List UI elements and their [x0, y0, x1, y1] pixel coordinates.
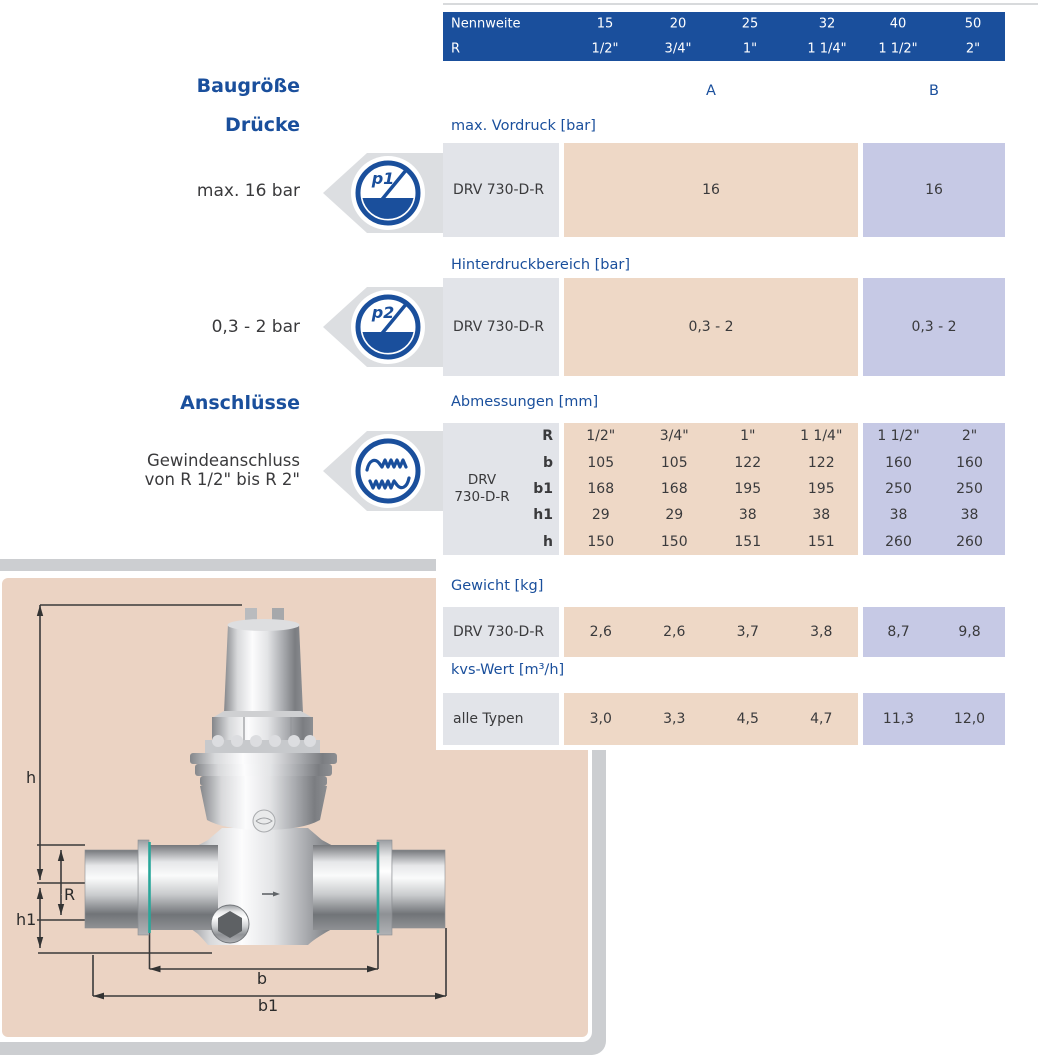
dim-label-h1: h1 — [16, 910, 37, 929]
section-title-gewicht: Gewicht [kg] — [451, 578, 544, 594]
gewicht-values-a — [564, 607, 858, 657]
heading-anschluesse: Anschlüsse — [180, 392, 300, 414]
nennweite-20: 20 — [669, 16, 687, 32]
hinterdruck-value: 0,3 - 2 bar — [211, 317, 300, 337]
r-value-1: 1/2" — [591, 41, 619, 57]
table-row: 260 260 — [885, 533, 983, 550]
r-value-3: 1" — [742, 41, 758, 57]
kvs-values-a — [564, 693, 858, 745]
table-row: 38 38 — [889, 507, 979, 524]
dim-label-b1: b1 — [257, 996, 279, 1015]
abmessungen-grid-a — [564, 423, 858, 555]
nennweite-32: 32 — [818, 16, 836, 32]
table-row: 168 168 195 195 — [587, 481, 835, 498]
nennweite-50: 50 — [964, 16, 982, 32]
table-row: 160 160 — [885, 454, 983, 471]
abmessungen-row-label-cell — [443, 423, 559, 555]
abmessungen-grid-b — [863, 423, 1005, 555]
r-value-6: 2" — [965, 41, 981, 57]
section-title-hinterdruck: Hinterdruckbereich [bar] — [451, 257, 631, 273]
vordruck-value-b: 16 — [863, 143, 1005, 237]
gewinde-line2: von R 1/2" bis R 2" — [144, 470, 300, 489]
p2-label: p2 — [371, 303, 395, 322]
gewicht-values-b — [863, 607, 1005, 657]
vordruck-value-a: 16 — [564, 143, 858, 237]
hinterdruck-row-label: DRV 730-D-R — [443, 278, 559, 376]
section-title-vordruck: max. Vordruck [bar] — [451, 118, 596, 134]
p1-gauge-icon — [322, 149, 443, 237]
group-a-label: A — [706, 83, 716, 99]
kvs-row-label: alle Typen — [443, 693, 559, 745]
nennweite-15: 15 — [596, 16, 614, 32]
table-row: 1 1/2" 2" — [877, 428, 978, 445]
kvs-values-b — [863, 693, 1005, 745]
p1-label: p1 — [371, 169, 395, 188]
table-row: 3,0 3,3 4,5 4,7 — [589, 711, 833, 727]
dim-label-h: h — [26, 768, 37, 787]
nennweite-40: 40 — [889, 16, 907, 32]
thread-connection-icon — [322, 427, 443, 515]
table-row: 11,3 12,0 — [882, 711, 986, 727]
section-title-kvs: kvs-Wert [m³/h] — [451, 662, 565, 678]
drawing-panel-shadow-top — [0, 559, 437, 571]
table-row: 29 29 38 38 — [591, 507, 831, 524]
nennweite-25: 25 — [741, 16, 759, 32]
section-title-abmessungen: Abmessungen [mm] — [451, 394, 599, 410]
r-value-4: 1 1/4" — [807, 41, 847, 57]
hinterdruck-value-a: 0,3 - 2 — [564, 278, 858, 376]
valve-illustration — [85, 608, 445, 945]
max-vordruck-value: max. 16 bar — [196, 181, 300, 201]
p2-gauge-icon — [322, 283, 443, 371]
gewicht-row-label: DRV 730-D-R — [443, 607, 559, 657]
heading-baugroesse: Baugröße — [196, 75, 300, 97]
dim-label-R: R — [64, 885, 76, 904]
r-value-2: 3/4" — [664, 41, 692, 57]
nennweite-row — [443, 12, 1005, 37]
table-row: 250 250 — [885, 481, 983, 498]
r-label: R — [451, 41, 461, 57]
gewindeanschluss-text — [0, 451, 300, 489]
hinterdruck-value-b: 0,3 - 2 — [863, 278, 1005, 376]
nennweite-header — [443, 12, 1005, 61]
top-divider-line — [443, 3, 1038, 5]
heading-druecke: Drücke — [225, 114, 300, 136]
group-b-label: B — [929, 83, 939, 99]
table-row: 8,7 9,8 — [887, 624, 981, 640]
table-row: 1/2" 3/4" 1" 1 1/4" — [586, 428, 843, 445]
table-row: 2,6 2,6 3,7 3,8 — [589, 624, 833, 640]
gewinde-line1: Gewindeanschluss — [146, 451, 300, 470]
table-row: 150 150 151 151 — [587, 533, 835, 550]
table-row: 105 105 122 122 — [587, 454, 835, 471]
r-value-5: 1 1/2" — [878, 41, 918, 57]
vordruck-row-label: DRV 730-D-R — [443, 143, 559, 237]
nennweite-label: Nennweite — [451, 16, 521, 32]
abmessungen-dim-labels: R b b1 h1 h — [533, 428, 553, 550]
dim-label-b: b — [256, 969, 268, 988]
abmessungen-product-name: DRV 730-D-R — [454, 472, 510, 505]
r-row — [443, 37, 1005, 62]
